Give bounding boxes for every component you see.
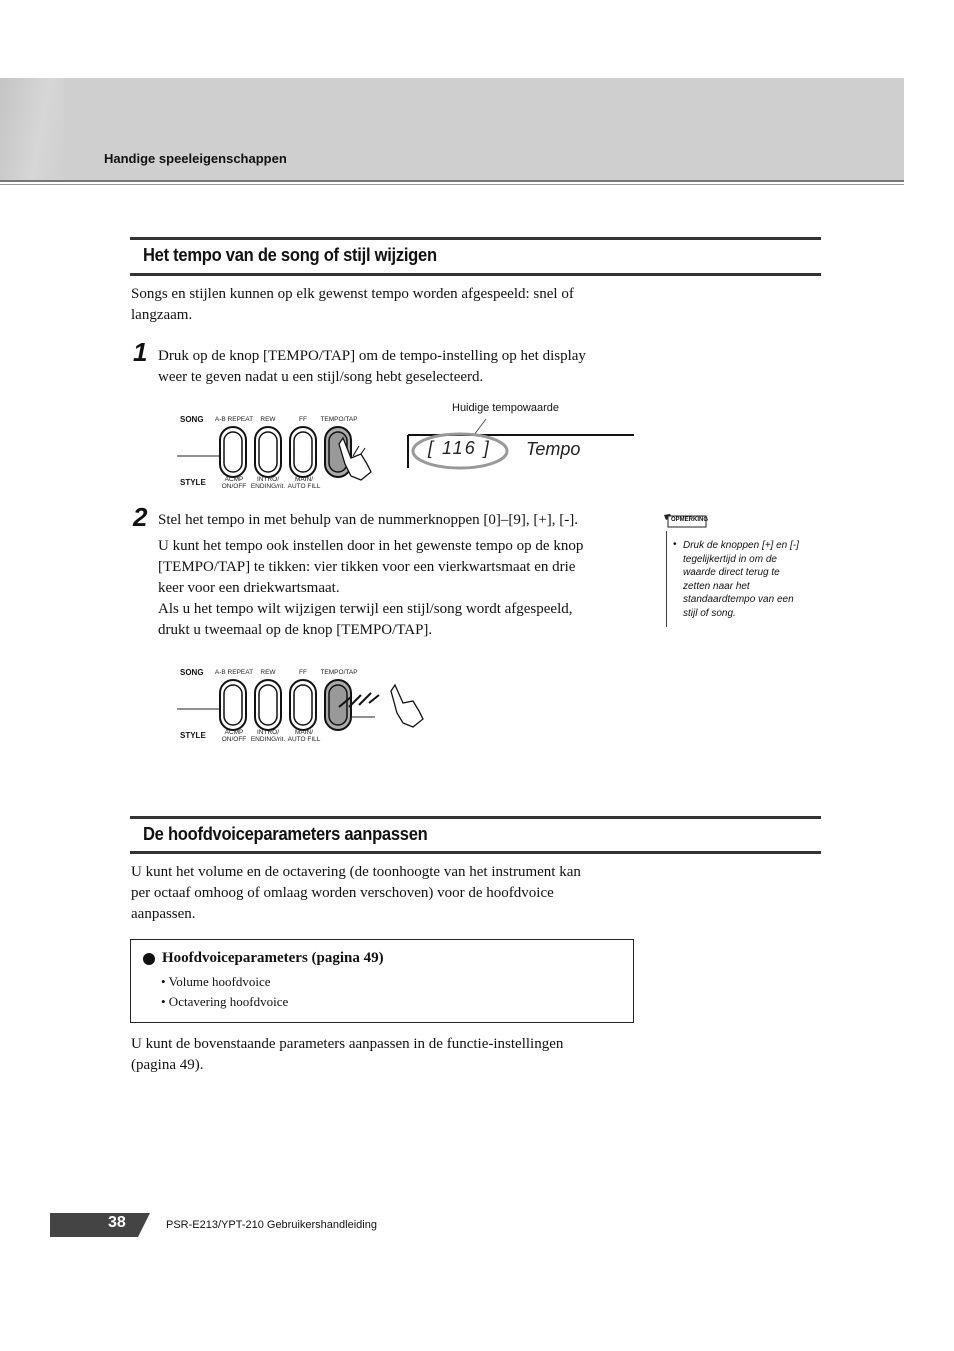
note-text: Druk de knoppen [+] en [-] tegelijkertijd in om de waarde direct terug te zetten naar het standaardtempo van een stijl of song. (683, 540, 799, 619)
step-number: 2 (133, 502, 148, 532)
button-label: FF (299, 669, 307, 676)
section-rule-top (130, 816, 821, 819)
header-rule (0, 180, 904, 182)
style-label: STYLE (180, 478, 206, 487)
button-label: REW (260, 416, 276, 423)
note-rule (666, 531, 667, 627)
section-outro: U kunt de bovenstaande parameters aanpassen in de functie-instellingen (pagina 49). (131, 1036, 564, 1073)
section-rule-bottom (130, 273, 821, 276)
panel-buttons (175, 424, 385, 482)
button-label: TEMPO/TAP (320, 669, 358, 676)
step-detail: U kunt het tempo ook instellen door in het gewenste tempo op de knop [TEMPO/TAP] te tikken: vier tikken voor een vierkwartsmaat en drie keer voor een driekwartsmaat. Als u het tempo wilt wijzigen terwijl een stijl/song wordt afgespeeld, drukt u tweemaal op de knop [TEMPO/TAP]. (158, 538, 584, 638)
step-text: Stel het tempo in met behulp van de nummerknoppen [0]–[9], [+], [-]. (158, 512, 579, 528)
section-intro: U kunt het volume en de octavering (de toonhoogte van het instrument kan per octaaf omhoog of omlaag worden verschoven) voor de hoofdvoice aanpassen. (131, 864, 581, 922)
parameter-box (130, 939, 634, 1023)
section-rule-bottom (130, 851, 821, 854)
step-number: 1 (133, 337, 148, 367)
panel-buttons (175, 677, 435, 735)
header-rule-thin (0, 184, 904, 185)
button-panel-illustration (175, 410, 385, 495)
button-label: A-B REPEAT (214, 669, 254, 676)
footer-manual-title: PSR-E213/YPT-210 Gebruikershandleiding (166, 1219, 377, 1231)
section-title: Het tempo van de song of stijl wijzigen (143, 245, 437, 265)
button-label: ACMP ON/OFF (221, 476, 247, 490)
step-text: Druk op de knop [TEMPO/TAP] om de tempo-instelling op het display weer te geven nadat u een stijl/song hebt geselecteerd. (158, 348, 586, 385)
section-intro: Songs en stijlen kunnen op elk gewenst tempo worden afgespeeld: snel of langzaam. (131, 286, 574, 323)
button-label: INTRO/ ENDING/rit. (250, 476, 286, 490)
button-label: ACMP ON/OFF (221, 729, 247, 743)
box-heading: Hoofdvoiceparameters (pagina 49) (162, 950, 384, 966)
button-label: INTRO/ ENDING/rit. (250, 729, 286, 743)
button-label: TEMPO/TAP (320, 416, 358, 423)
chapter-title: Handige speeleigenschappen (104, 151, 287, 166)
button-label: MAIN/ AUTO FILL (287, 476, 321, 490)
button-label: A-B REPEAT (214, 416, 254, 423)
button-panel-tap-illustration (175, 663, 435, 748)
box-list: • Volume hoofdvoice • Octavering hoofdvoice (161, 974, 289, 1009)
note-icon (662, 513, 708, 529)
lcd-value: [ 116 ] (428, 438, 491, 458)
button-label: MAIN/ AUTO FILL (287, 729, 321, 743)
note-icon-label: OPMERKING (671, 517, 709, 523)
section-rule-top (130, 237, 821, 240)
button-label: REW (260, 669, 276, 676)
button-label: FF (299, 416, 307, 423)
song-label: SONG (180, 415, 204, 424)
display-caption: Huidige tempowaarde (452, 402, 560, 414)
page-number: 38 (108, 1214, 126, 1231)
note-bullet: • (673, 539, 677, 550)
style-label: STYLE (180, 731, 206, 740)
page-number-badge (50, 1213, 150, 1237)
lcd-word: Tempo (526, 439, 581, 459)
bullet-dot (143, 953, 155, 965)
section-title: De hoofdvoiceparameters aanpassen (143, 824, 428, 844)
song-label: SONG (180, 668, 204, 677)
